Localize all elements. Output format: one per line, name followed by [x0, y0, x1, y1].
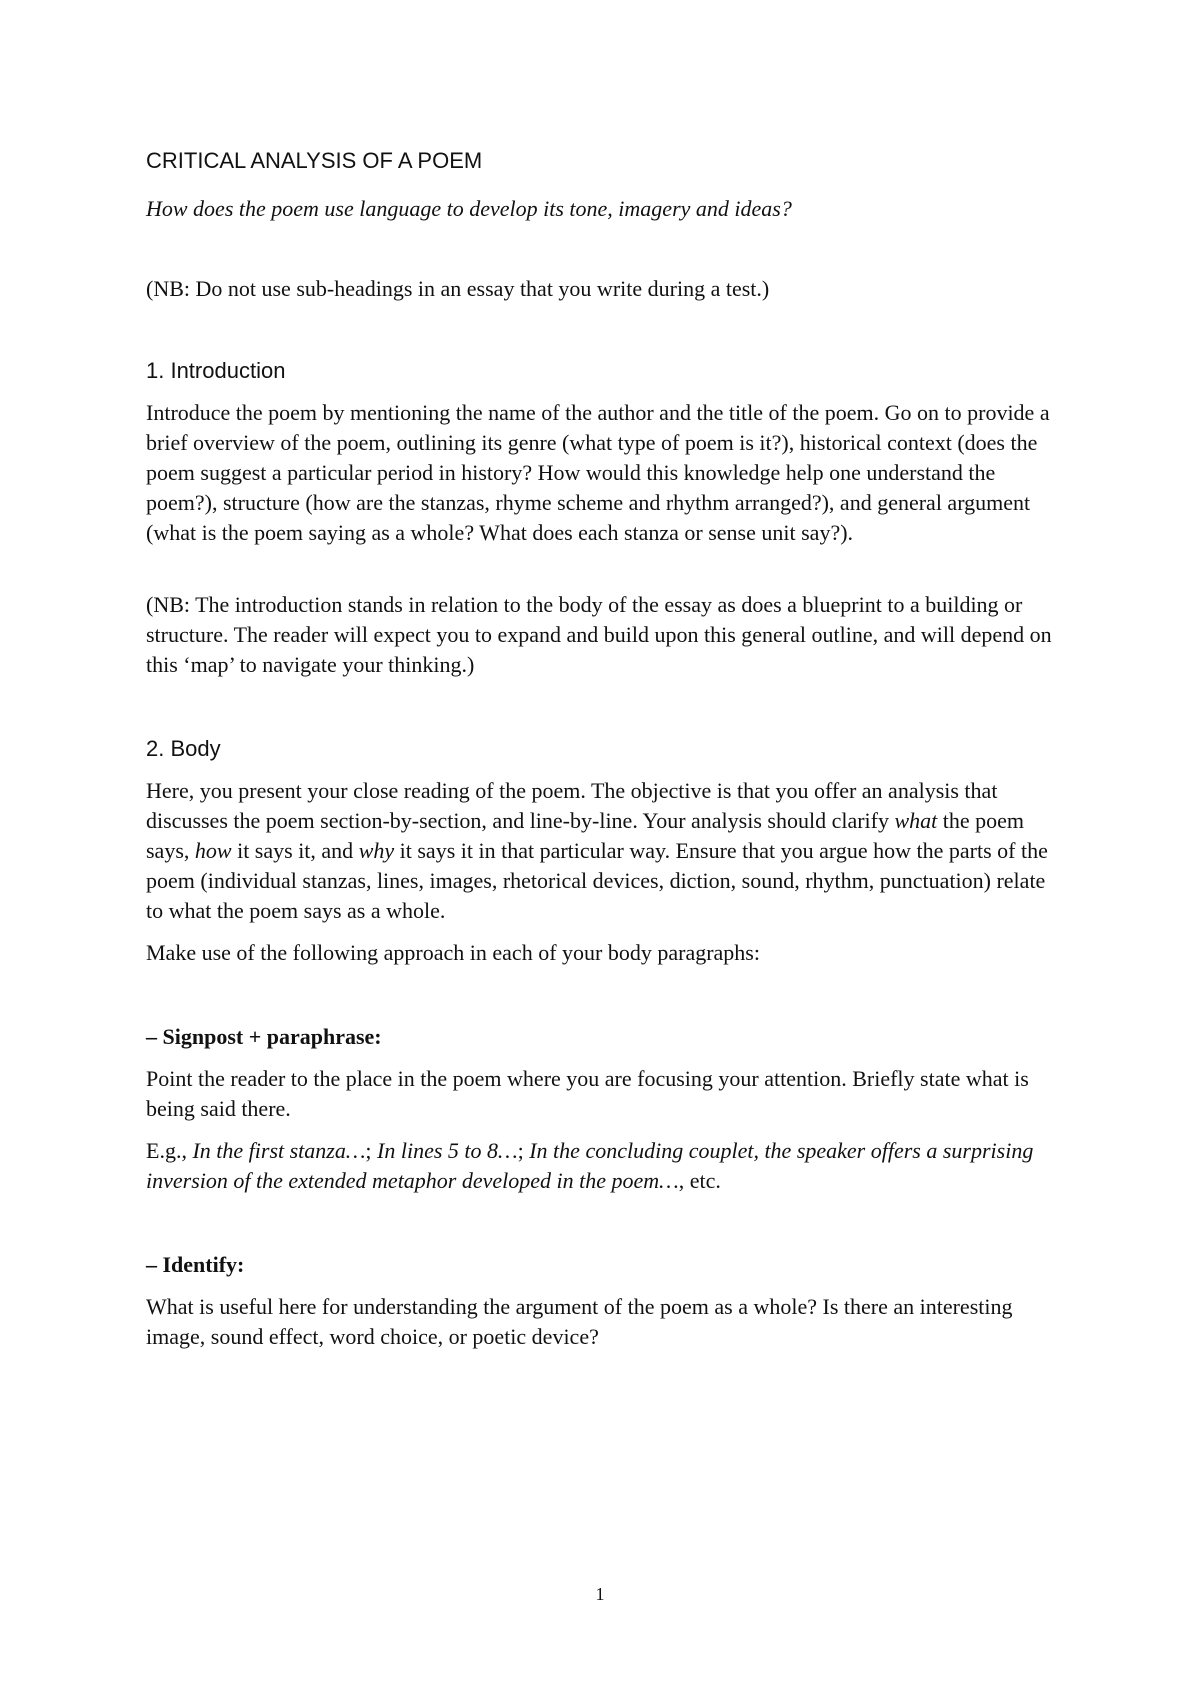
document-title: CRITICAL ANALYSIS OF A POEM [146, 148, 483, 173]
body-text-part1: Here, you present your close reading of the poem. The objective is that you offer an analysis that discusses the poem section-by-section, and line-by-line. Your analysis should clarify [146, 778, 998, 833]
example-3: In the concluding couplet, the speaker offers a surprising inversion of the extended metaphor developed in the poem… [146, 1138, 1034, 1193]
signpost-heading: – Signpost + paraphrase: [146, 1024, 382, 1049]
example-1: In the first stanza… [192, 1138, 366, 1163]
section-heading-introduction: 1. Introduction [146, 358, 286, 383]
test-note: (NB: Do not use sub-headings in an essay that you write during a test.) [146, 276, 770, 301]
body-text-part4: it says it in that particular way. Ensure that you argue how the parts of the poem (individual stanzas, lines, images, rhetorical devices, diction, sound, rhythm, punctuation) relate to what the poem says as a whole. [146, 838, 1048, 923]
approach-intro: Make use of the following approach in each of your body paragraphs: [146, 940, 760, 965]
section-heading-body: 2. Body [146, 736, 221, 761]
signpost-example [146, 1136, 1066, 1196]
example-separator-1: ; [365, 1138, 378, 1163]
body-paragraph [146, 776, 1066, 926]
example-2: In lines 5 to 8… [377, 1138, 518, 1163]
introduction-paragraph: Introduce the poem by mentioning the name of the author and the title of the poem. Go on to provide a brief overview of the poem, outlining its genre (what type of poem is it?), historical context (does the poem suggest a particular period in history? How would this knowledge help one understand the poem?), structure (how are the stanzas, rhyme scheme and rhythm arranged?), and general argument (what is the poem saying as a whole? What does each stanza or sense unit say?). [146, 400, 1050, 545]
body-emphasis-what: what [894, 808, 938, 833]
document-subtitle: How does the poem use language to develop its tone, imagery and ideas? [146, 196, 792, 221]
signpost-text: Point the reader to the place in the poem where you are focusing your attention. Briefly state what is being said there. [146, 1066, 1029, 1121]
body-emphasis-how: how [194, 838, 232, 863]
identify-heading: – Identify: [146, 1252, 245, 1277]
body-text-part3: it says it, and [231, 838, 359, 863]
example-suffix: , etc. [678, 1168, 721, 1193]
example-prefix: E.g., [146, 1138, 193, 1163]
introduction-note: (NB: The introduction stands in relation to the body of the essay as does a blueprint to a building or structure. The reader will expect you to expand and build upon this general outline, and will depend on this ‘map’ to navigate your thinking.) [146, 592, 1052, 677]
example-separator-2: ; [517, 1138, 530, 1163]
page-number: 1 [595, 1584, 605, 1604]
page-content [146, 146, 1066, 1352]
identify-text: What is useful here for understanding the argument of the poem as a whole? Is there an interesting image, sound effect, word choice, or poetic device? [146, 1294, 1013, 1349]
body-text-part2: the poem says, [146, 808, 1025, 863]
body-emphasis-why: why [358, 838, 395, 863]
